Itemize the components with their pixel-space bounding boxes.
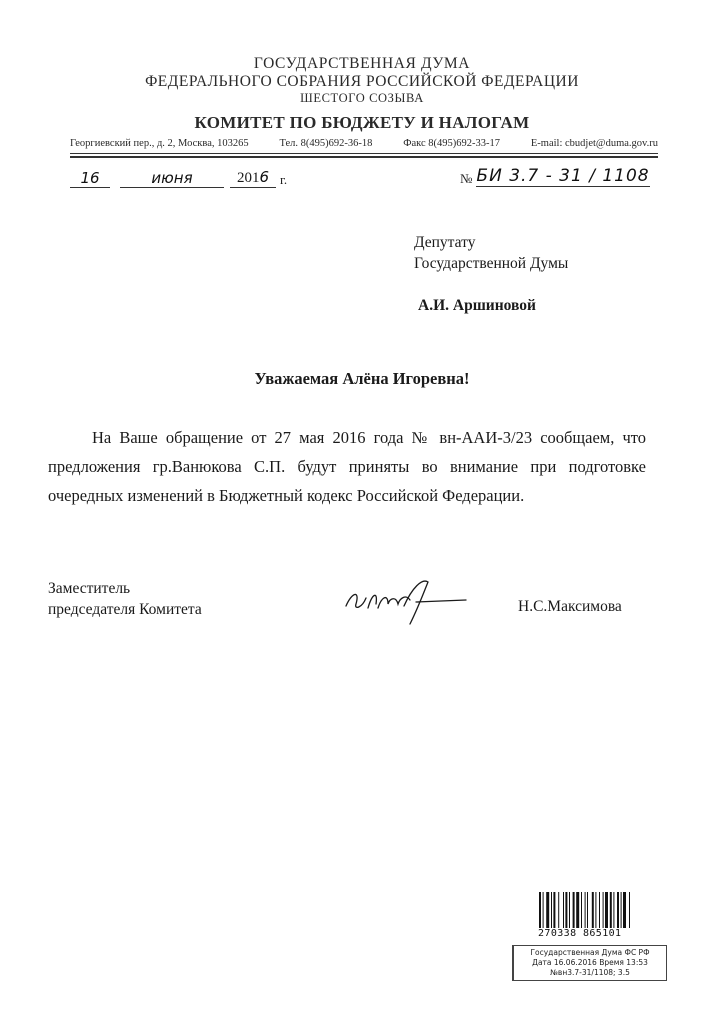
contact-phone: Тел. 8(495)692-36-18: [279, 138, 373, 149]
handwritten-signature: [338, 568, 468, 628]
letter-reference: [460, 166, 650, 187]
contact-email: E-mail: cbudjet@duma.gov.ru: [530, 138, 658, 149]
barcode-bar: [558, 892, 559, 928]
barcode-bar: [599, 892, 600, 928]
addressee-line-1: Депутату: [414, 234, 476, 251]
letterhead-line-1: ГОСУДАРСТВЕННАЯ ДУМА: [253, 55, 471, 72]
barcode-bar: [581, 892, 582, 928]
signatory-position-line-1: Заместитель: [48, 580, 131, 597]
letterhead-line-3: ШЕСТОГО СОЗЫВА: [300, 91, 424, 105]
barcode-bar: [576, 892, 579, 928]
stamp-line-2: Дата 16.06.2016 Время 13:53: [532, 958, 648, 967]
barcode-bar: [605, 892, 608, 928]
barcode-bar: [546, 892, 549, 928]
barcode-bar: [629, 892, 630, 928]
barcode-bar: [573, 892, 575, 928]
barcode-bar: [563, 892, 564, 928]
letter-date: [70, 168, 287, 188]
barcode-bar: [621, 892, 622, 928]
barcode-bar: [569, 892, 570, 928]
stamp-line-3: №вн3.7-31/1108; 3.5: [550, 968, 630, 977]
salutation: Уважаемая Алёна Игоревна!: [254, 369, 470, 388]
barcode-bar: [587, 892, 588, 928]
date-day: 16: [70, 169, 110, 188]
barcode-bar: [585, 892, 586, 928]
header-divider: [70, 153, 658, 154]
letterhead-line-2: ФЕДЕРАЛЬНОГО СОБРАНИЯ РОССИЙСКОЙ ФЕДЕРАЦИИ: [145, 73, 579, 90]
registration-stamp-box: [512, 945, 667, 981]
barcode-bar: [551, 892, 552, 928]
date-year: [230, 168, 276, 188]
contact-address: Георгиевский пер., д. 2, Москва, 103265: [70, 138, 249, 149]
stamp-line-1: Государственная Дума ФС РФ: [530, 948, 650, 957]
committee-title: КОМИТЕТ ПО БЮДЖЕТУ И НАЛОГАМ: [194, 113, 530, 132]
barcode-bar: [623, 892, 626, 928]
date-suffix: г.: [280, 172, 288, 187]
barcode-bar: [565, 892, 567, 928]
date-year-digit: 6: [259, 168, 270, 186]
header-divider-thick: [70, 156, 658, 158]
barcode-bar: [553, 892, 555, 928]
barcode-bar: [613, 892, 614, 928]
barcode-bar: [543, 892, 544, 928]
reference-sign: №: [460, 171, 473, 186]
contact-fax: Факс 8(495)692-33-17: [403, 138, 501, 149]
date-year-prefix: 201: [236, 170, 260, 186]
addressee-name: А.И. Аршиновой: [418, 297, 536, 314]
barcode-bar: [610, 892, 612, 928]
signatory-position: [48, 578, 202, 620]
barcode-bar: [539, 892, 541, 928]
signatory-name: Н.С.Максимова: [518, 598, 622, 615]
barcode: [538, 892, 664, 928]
addressee-line-2: Государственной Думы: [414, 255, 569, 272]
registration-stamp: [512, 892, 664, 981]
barcode-bar: [595, 892, 596, 928]
contacts-line: [70, 138, 658, 149]
barcode-bar: [592, 892, 594, 928]
letter-body: На Ваше обращение от 27 мая 2016 года № вн-ААИ-3/23 сообщаем, что предложения гр.Ванюкова С.П. будут приняты во внимание при подготовке очередных изменений в Бюджетный кодекс Российской Федерации.: [48, 428, 646, 505]
barcode-bar: [603, 892, 604, 928]
barcode-number: 270338 865101: [538, 928, 664, 939]
barcode-bar: [617, 892, 619, 928]
addressee-block: [414, 232, 568, 274]
reference-number: БИ 3.7 - 31 / 1108: [476, 166, 650, 186]
signatory-position-line-2: председателя Комитета: [48, 601, 202, 618]
date-month: июня: [120, 169, 224, 188]
